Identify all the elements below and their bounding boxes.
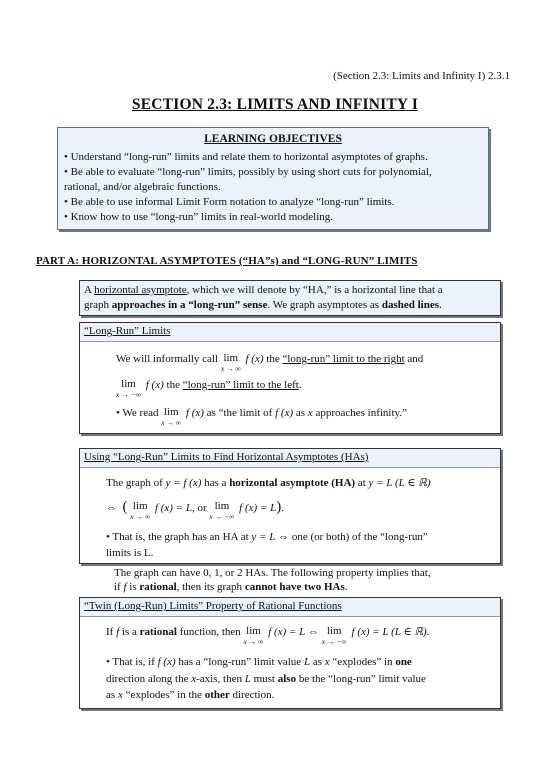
text: . bbox=[298, 379, 302, 391]
math-expr: = L bbox=[288, 626, 306, 638]
box2-line-3 bbox=[106, 530, 428, 545]
section-title: SECTION 2.3: LIMITS AND INFINITY I bbox=[131, 96, 419, 113]
ha-definition-box bbox=[79, 280, 501, 316]
text: cannot have two HAs bbox=[244, 581, 345, 593]
variable: L bbox=[303, 656, 311, 668]
variable: f bbox=[116, 626, 120, 638]
function-expr: y = f (x) bbox=[165, 477, 202, 489]
variable: L bbox=[244, 673, 251, 685]
def-text: graph bbox=[84, 299, 112, 311]
box3-line-3 bbox=[106, 672, 426, 687]
text: as “the limit of bbox=[206, 407, 273, 419]
text: has a bbox=[204, 477, 227, 489]
lim-operator: lim bbox=[326, 625, 342, 637]
variable: x bbox=[191, 673, 197, 685]
function-expr: f (x) bbox=[154, 502, 173, 514]
objective-item: • Know how to use “long-run” limits in real-world modeling. bbox=[64, 211, 334, 223]
def-bold: dashed lines bbox=[381, 299, 440, 311]
text: We will informally call bbox=[116, 353, 219, 365]
box2-line-1 bbox=[106, 476, 431, 491]
text: “explodes” in the bbox=[125, 689, 202, 701]
lim-subscript: x → −∞ bbox=[321, 637, 347, 646]
variable: x bbox=[307, 407, 313, 419]
text: -axis, then bbox=[196, 673, 242, 685]
box3-line-4 bbox=[106, 688, 274, 703]
def-text: . We graph asymptotes as bbox=[267, 299, 382, 311]
lim-operator: lim bbox=[121, 378, 136, 390]
lim-expression bbox=[161, 406, 181, 426]
lim-expression bbox=[221, 352, 241, 372]
text: rational bbox=[139, 581, 177, 593]
box-body bbox=[80, 467, 500, 563]
lim-operator: lim bbox=[214, 500, 230, 512]
function-expr: f (x) bbox=[185, 407, 204, 419]
text: The graph of bbox=[106, 477, 163, 489]
text: • That is, if bbox=[106, 656, 155, 668]
lim-expression bbox=[116, 378, 141, 398]
iff-symbol: ⇔ bbox=[106, 502, 117, 514]
box-heading: “Twin (Long-Run) Limits” Property of Rational Functions bbox=[84, 600, 342, 612]
function-expr: f (x) bbox=[245, 353, 264, 365]
text: “long-run” limit to the right bbox=[282, 353, 405, 365]
text: is a bbox=[121, 626, 137, 638]
text: approaches infinity.” bbox=[315, 407, 407, 419]
text: at bbox=[357, 477, 366, 489]
lim-expression bbox=[209, 500, 234, 520]
def-bold: approaches in a “long-run” sense bbox=[111, 299, 268, 311]
text: , then its graph bbox=[176, 581, 243, 593]
text: also bbox=[277, 673, 297, 685]
text: If bbox=[106, 626, 114, 638]
text: horizontal asymptote (HA) bbox=[229, 477, 356, 489]
text: ⇔ one (or both) of the “long-run” bbox=[278, 531, 428, 543]
lim-subscript: x → −∞ bbox=[209, 512, 235, 521]
objective-item: • Be able to evaluate “long-run” limits, possibly by using short cuts for polynomial, bbox=[64, 166, 432, 178]
section-header: (Section 2.3: Limits and Infinity I) 2.3.1 bbox=[333, 70, 510, 82]
lim-operator: lim bbox=[163, 406, 179, 418]
text: “explodes” in bbox=[332, 656, 393, 668]
box1-line-3 bbox=[116, 406, 407, 426]
text: if bbox=[114, 581, 121, 593]
text: is bbox=[129, 581, 137, 593]
variable: f bbox=[123, 581, 127, 593]
text: or bbox=[197, 502, 207, 514]
def-text: . bbox=[439, 299, 442, 311]
iff-symbol: ⇔ bbox=[308, 626, 320, 638]
function-expr: f (x) bbox=[351, 626, 370, 638]
text: has a “long-run” limit value bbox=[178, 656, 302, 668]
between-text bbox=[114, 566, 431, 594]
text: the bbox=[166, 379, 180, 391]
box-body bbox=[80, 616, 500, 708]
ha-from-limits-box bbox=[79, 448, 501, 564]
objective-item: • Be able to use informal Limit Form notation to analyze “long-run” limits. bbox=[64, 196, 395, 208]
box-heading: Using “Long-Run” Limits to Find Horizontal Asymptotes (HAs) bbox=[84, 451, 369, 463]
function-expr: f (x) bbox=[275, 407, 294, 419]
text: limits is L. bbox=[106, 547, 154, 559]
lim-operator: lim bbox=[132, 500, 148, 512]
variable: x bbox=[117, 689, 123, 701]
def-term: horizontal asymptote bbox=[94, 284, 187, 296]
def-text: A bbox=[84, 284, 95, 296]
text: one bbox=[395, 656, 412, 668]
box2-line-4 bbox=[106, 546, 153, 561]
text: and bbox=[407, 353, 424, 365]
lim-subscript: x → −∞ bbox=[116, 390, 141, 399]
math-expr: y = L (L ∈ ℝ) bbox=[368, 477, 431, 489]
text: direction. bbox=[232, 689, 275, 701]
box-body bbox=[80, 341, 500, 433]
box3-line-2 bbox=[106, 655, 412, 670]
twin-limits-box bbox=[79, 597, 501, 709]
part-a-heading: PART A: HORIZONTAL ASYMPTOTES (“HA”s) and “LONG-RUN” LIMITS bbox=[36, 255, 418, 267]
math-expr: = L bbox=[259, 502, 277, 514]
text: be the “long-run” limit value bbox=[298, 673, 426, 685]
function-expr: f (x) bbox=[157, 656, 176, 668]
text: . bbox=[344, 581, 348, 593]
box1-line-1 bbox=[116, 352, 423, 372]
text: “long-run” limit to the left bbox=[182, 379, 299, 391]
text-line bbox=[114, 580, 431, 594]
text: as bbox=[106, 689, 116, 701]
def-text: , which we will denote by “HA,” is a horizontal line that a bbox=[186, 284, 443, 296]
math-expr: y = L bbox=[251, 531, 276, 543]
text: must bbox=[253, 673, 275, 685]
math-expr: = L (L ∈ ℝ). bbox=[372, 626, 430, 638]
objectives-heading: LEARNING OBJECTIVES bbox=[204, 133, 342, 145]
box2-line-2: ⇔ ( lim x → ∞ f (x) = L, or lim x → −∞ f (x) = L). bbox=[106, 499, 284, 521]
text: The graph can have 0, 1, or 2 HAs. The following property implies that, bbox=[114, 567, 431, 579]
paren: ) bbox=[276, 499, 282, 515]
learning-objectives-box bbox=[57, 127, 489, 230]
text: other bbox=[204, 689, 230, 701]
function-expr: f (x) bbox=[268, 626, 287, 638]
lim-subscript: x → ∞ bbox=[161, 418, 182, 427]
objective-item: • Understand “long-run” limits and relate them to horizontal asymptotes of graphs. bbox=[64, 151, 428, 163]
paren: ( bbox=[122, 499, 128, 515]
long-run-limits-box bbox=[79, 322, 501, 434]
lim-subscript: x → ∞ bbox=[243, 637, 264, 646]
variable: x bbox=[324, 656, 330, 668]
objective-item: rational, and/or algebraic functions. bbox=[64, 181, 221, 193]
lim-expression bbox=[130, 500, 150, 520]
lim-expression bbox=[322, 625, 347, 645]
lim-operator: lim bbox=[246, 625, 261, 637]
math-expr: = L, bbox=[175, 502, 195, 514]
text: • We read bbox=[116, 407, 159, 419]
text: as bbox=[295, 407, 306, 419]
box1-line-2 bbox=[116, 378, 302, 398]
function-expr: f (x) bbox=[145, 379, 164, 391]
lim-subscript: x → ∞ bbox=[130, 512, 151, 521]
lim-expression bbox=[244, 625, 264, 645]
lim-subscript: x → ∞ bbox=[220, 364, 241, 373]
text: rational bbox=[139, 626, 177, 638]
text: function, then bbox=[179, 626, 241, 638]
text: the bbox=[266, 353, 280, 365]
box-heading: “Long-Run” Limits bbox=[84, 325, 171, 337]
text: as bbox=[312, 656, 322, 668]
box3-line-1 bbox=[106, 625, 429, 645]
lim-operator: lim bbox=[223, 352, 239, 364]
text: • That is, the graph has an HA at bbox=[106, 531, 249, 543]
function-expr: f (x) bbox=[239, 502, 258, 514]
text: direction along the bbox=[106, 673, 189, 685]
